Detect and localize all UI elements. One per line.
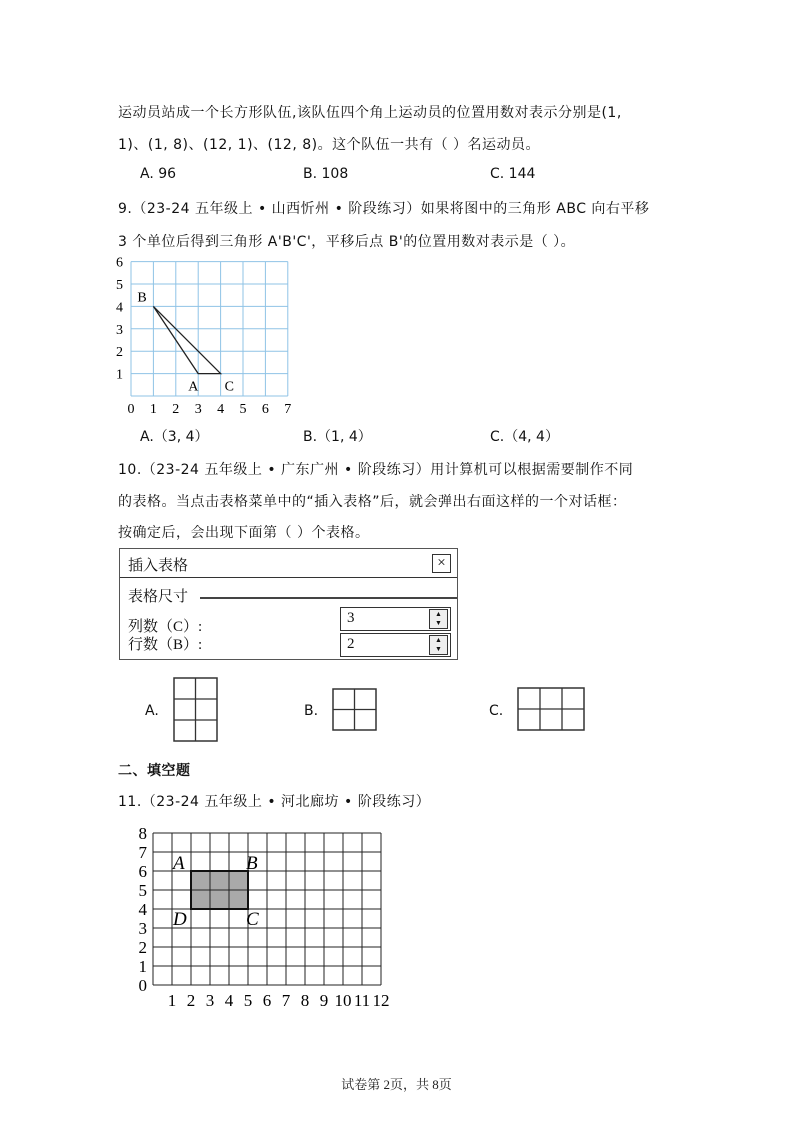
q9-line-1: 9.（23-24 五年级上 • 山西忻州 • 阶段练习）如果将图中的三角形 ABC 向右平移 xyxy=(118,201,650,217)
q8-line-2: 1)、(1, 8)、(12, 1)、(12, 8)。这个队伍一共有（ ）名运动员。 xyxy=(118,137,541,153)
y-tick-label: 7 xyxy=(138,843,147,862)
columns-value[interactable]: 3 xyxy=(347,610,355,626)
y-tick-label: 0 xyxy=(138,976,147,995)
point-label-b: B xyxy=(137,290,147,306)
spin-arrows-icon[interactable] xyxy=(429,635,448,655)
q9-option-c: C.（4, 4） xyxy=(490,429,559,445)
y-tick-label: 2 xyxy=(116,345,123,361)
rows-spinner[interactable] xyxy=(340,633,451,657)
q10-line-1: 10.（23-24 五年级上 • 广东广州 • 阶段练习）用计算机可以根据需要制作不同 xyxy=(118,462,634,478)
y-tick-label: 2 xyxy=(138,938,147,957)
spin-up-icon[interactable]: ▲ xyxy=(435,610,442,618)
x-tick-label: 9 xyxy=(319,991,329,1010)
dialog-title: 插入表格 xyxy=(128,558,189,574)
q8-option-a: A. 96 xyxy=(140,166,177,182)
y-tick-label: 5 xyxy=(116,278,123,293)
x-tick-label: 7 xyxy=(284,402,292,417)
y-tick-label: 4 xyxy=(138,900,147,919)
x-tick-label: 1 xyxy=(167,991,177,1010)
x-tick-label: 5 xyxy=(243,991,253,1010)
x-tick-label: 6 xyxy=(261,402,269,417)
columns-label: 列数（C）: xyxy=(128,619,203,635)
x-tick-label: 4 xyxy=(224,991,234,1010)
y-tick-label: 1 xyxy=(138,957,147,976)
x-tick-label: 3 xyxy=(194,402,202,417)
point-label-a: A xyxy=(173,853,185,874)
x-tick-label: 10 xyxy=(334,991,352,1010)
q10-line-2: 的表格。当点击表格菜单中的“插入表格”后，就会弹出右面这样的一个对话框： xyxy=(118,494,627,510)
x-tick-label: 0 xyxy=(127,402,135,417)
x-tick-label: 6 xyxy=(262,991,272,1010)
y-tick-label: 4 xyxy=(116,300,123,316)
point-label-d: D xyxy=(173,909,187,930)
q9-line-2: 3 个单位后得到三角形 A'B'C'，平移后点 B'的位置用数对表示是（ ）。 xyxy=(118,234,576,250)
q10-option-a-table xyxy=(173,677,219,742)
rows-value[interactable]: 2 xyxy=(347,636,355,652)
spin-up-icon[interactable]: ▲ xyxy=(435,636,442,644)
spin-down-icon[interactable]: ▼ xyxy=(435,645,442,653)
x-tick-label: 2 xyxy=(172,402,180,417)
y-tick-label: 5 xyxy=(138,881,147,900)
q10-option-b-table xyxy=(332,688,378,731)
close-icon[interactable]: × xyxy=(432,554,451,573)
q8-option-c: C. 144 xyxy=(490,166,536,182)
rows-label: 行数（B）: xyxy=(128,637,203,653)
x-tick-label: 1 xyxy=(149,402,157,417)
q11-coordinate-figure xyxy=(125,822,395,1012)
q9-coordinate-figure xyxy=(110,250,310,420)
x-tick-label: 5 xyxy=(239,402,247,417)
y-tick-label: 3 xyxy=(138,919,147,938)
q9-option-a: A.（3, 4） xyxy=(140,429,209,445)
q8-line-1: 运动员站成一个长方形队伍,该队伍四个角上运动员的位置用数对表示分别是(1, xyxy=(118,105,622,121)
q10-line-3: 按确定后，会出现下面第（ ）个表格。 xyxy=(118,525,370,541)
y-tick-label: 1 xyxy=(116,367,123,383)
x-tick-label: 11 xyxy=(353,991,371,1010)
y-tick-label: 6 xyxy=(116,255,123,271)
point-label-c: C xyxy=(246,909,259,930)
x-tick-label: 4 xyxy=(217,402,225,417)
columns-spinner[interactable] xyxy=(340,607,451,631)
dialog-title-bar xyxy=(120,549,457,578)
spin-arrows-icon[interactable] xyxy=(429,609,448,629)
q10-option-a-label: A. xyxy=(145,703,159,719)
q9-option-b: B.（1, 4） xyxy=(303,429,372,445)
y-tick-label: 3 xyxy=(116,322,123,338)
page-footer: 试卷第 2页，共 8页 xyxy=(341,1077,452,1092)
q10-option-c-label: C. xyxy=(489,703,504,719)
point-label-a: A xyxy=(188,379,199,395)
x-tick-label: 12 xyxy=(372,991,390,1010)
q10-option-b-label: B. xyxy=(304,703,319,719)
point-label-b: B xyxy=(246,853,258,874)
x-tick-label: 7 xyxy=(281,991,291,1010)
x-tick-label: 2 xyxy=(186,991,196,1010)
q10-option-c-table xyxy=(517,687,585,731)
y-tick-label: 8 xyxy=(138,824,147,843)
table-size-group-label: 表格尺寸 xyxy=(128,589,189,605)
x-tick-label: 3 xyxy=(205,991,215,1010)
group-divider xyxy=(200,597,457,599)
q11-line-1: 11.（23-24 五年级上 • 河北廊坊 • 阶段练习） xyxy=(118,794,431,810)
triangle-abc xyxy=(153,306,220,373)
spin-down-icon[interactable]: ▼ xyxy=(435,619,442,627)
insert-table-dialog xyxy=(119,548,458,660)
point-label-c: C xyxy=(224,379,234,395)
x-tick-label: 8 xyxy=(300,991,310,1010)
section-title: 二、填空题 xyxy=(118,763,191,779)
q8-option-b: B. 108 xyxy=(303,166,349,182)
y-tick-label: 6 xyxy=(138,862,147,881)
